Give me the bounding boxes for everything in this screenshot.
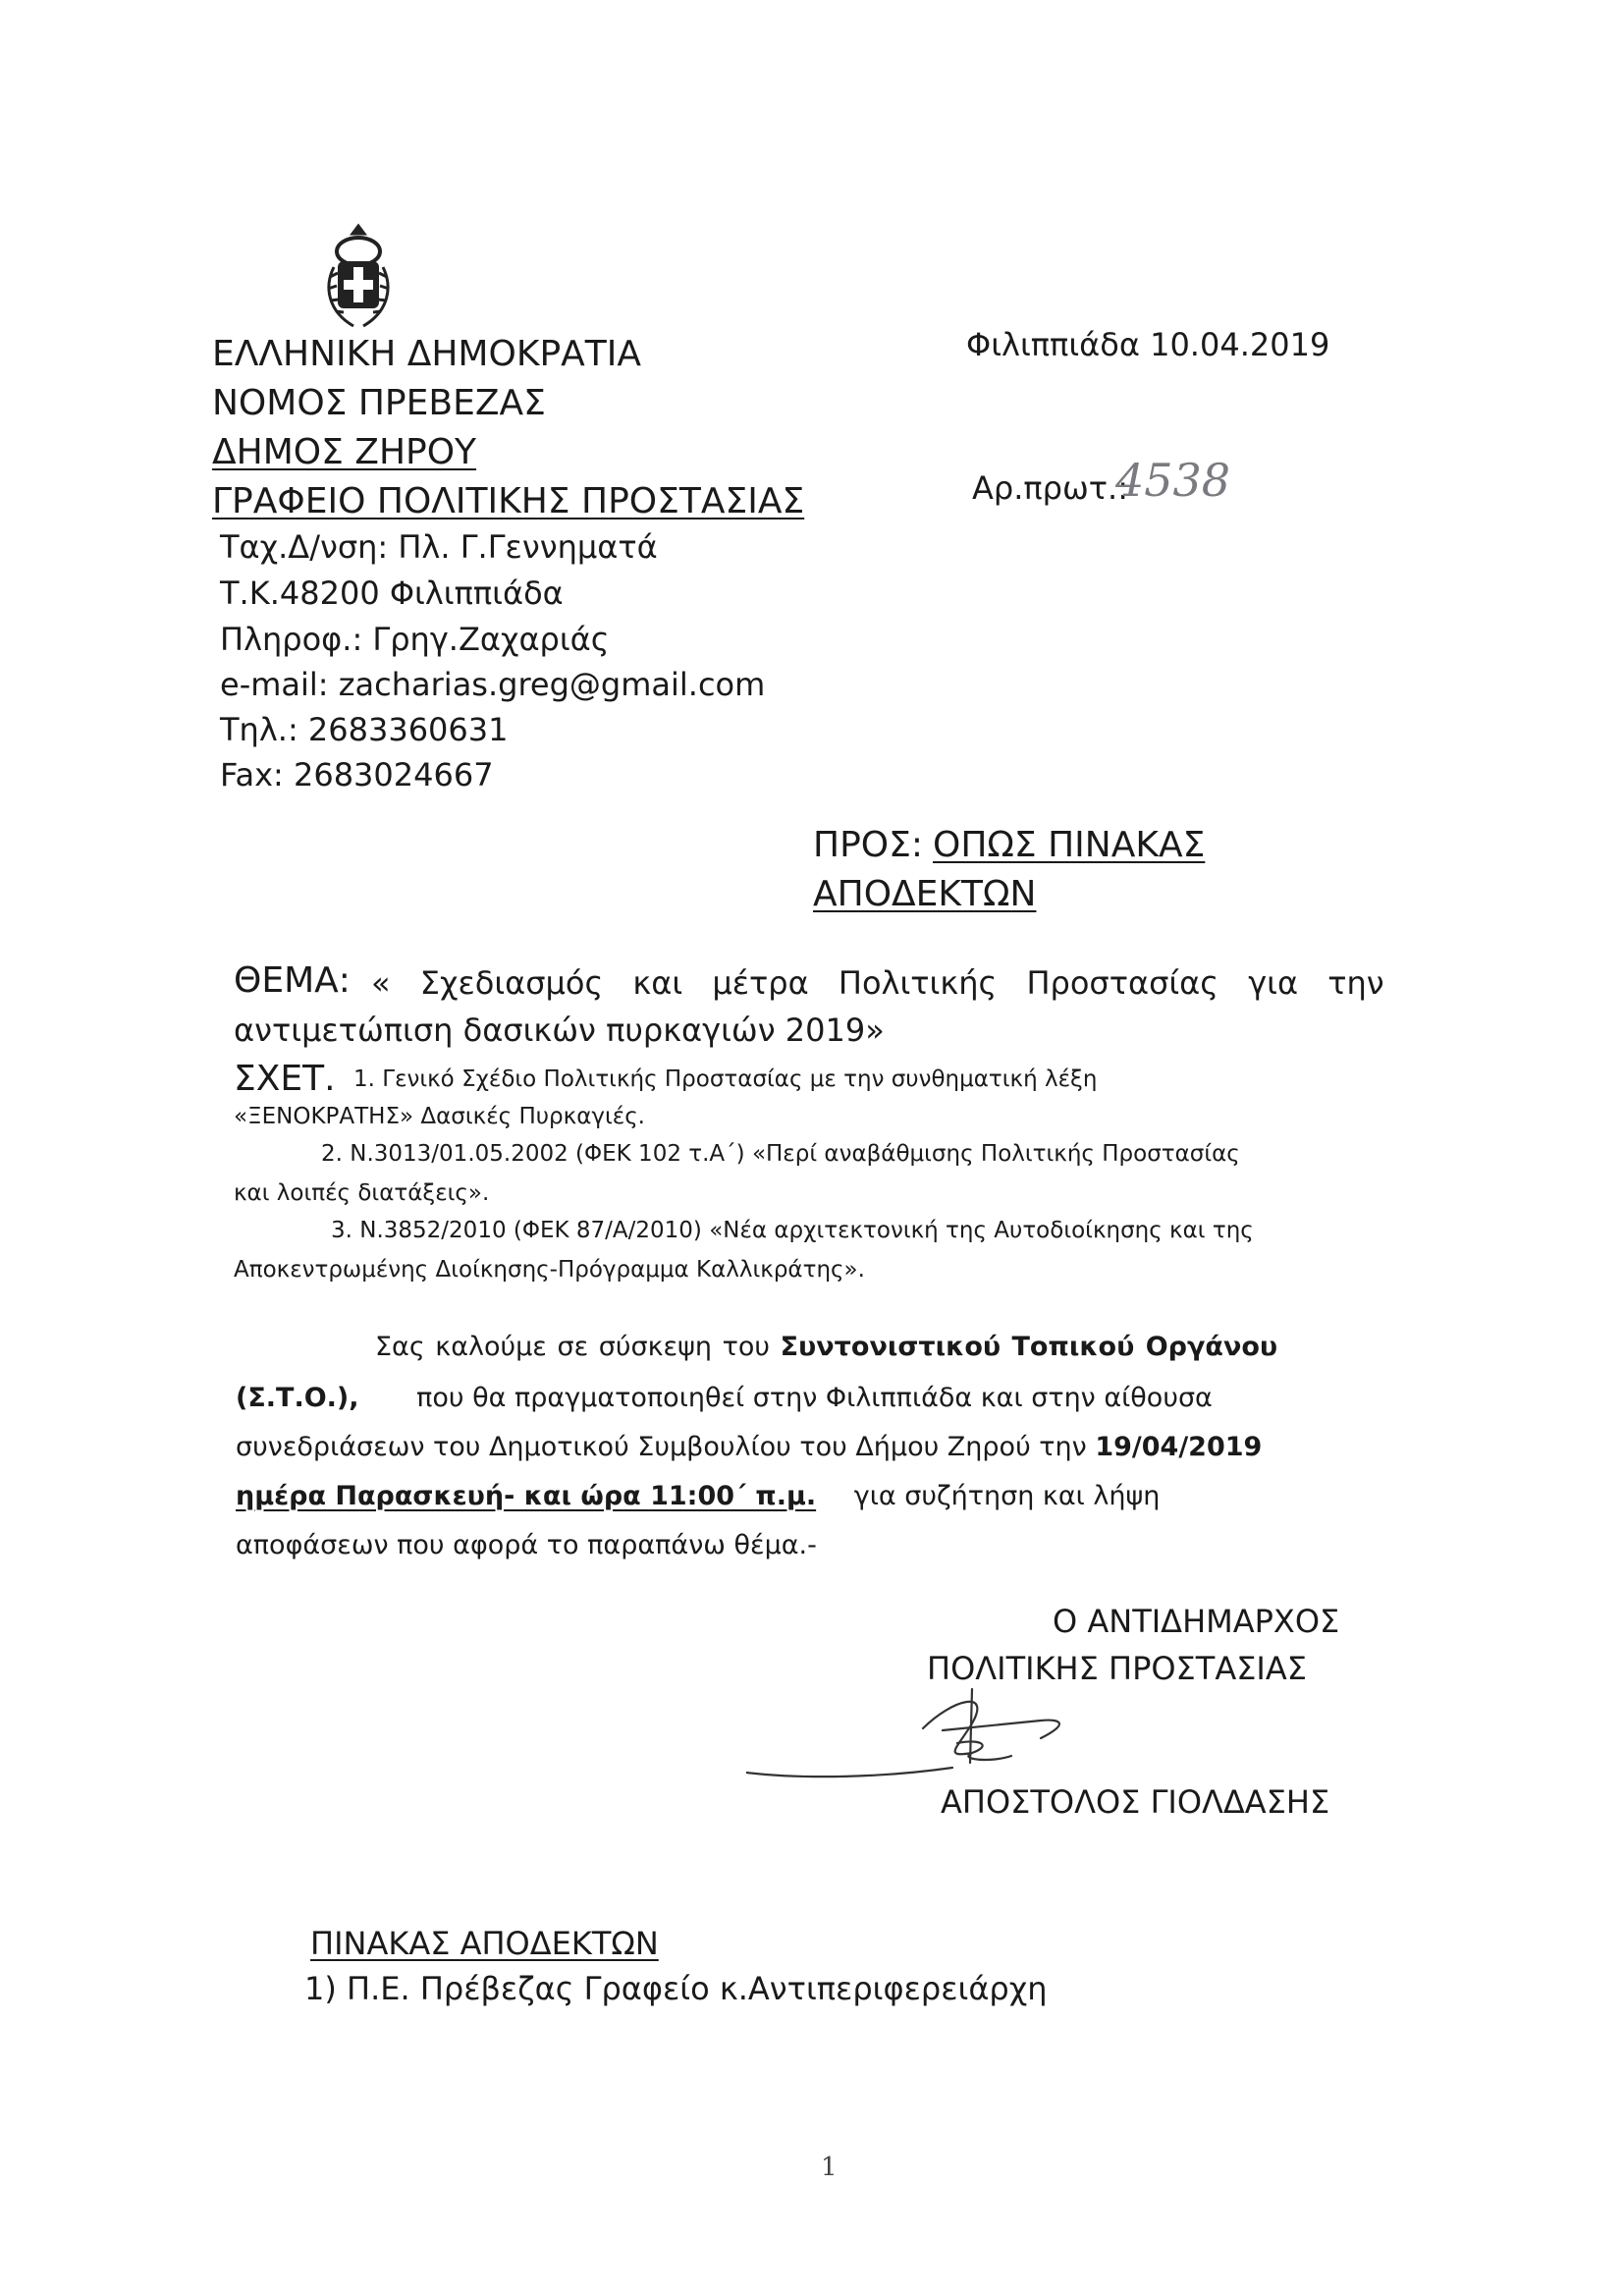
body-line-1-text: Σας καλούμε σε σύσκεψη του bbox=[375, 1332, 781, 1362]
reference-1-line-2: «ΞΕΝΟΚΡΑΤΗΣ» Δασικές Πυρκαγιές. bbox=[234, 1104, 645, 1129]
sender-municipality: ΔΗΜΟΣ ΖΗΡΟΥ bbox=[212, 432, 477, 472]
body-organ-name: Συντονιστικού Τοπικού Οργάνου bbox=[780, 1332, 1278, 1362]
sender-country: ΕΛΛΗΝΙΚΗ ΔΗΜΟΚΡΑΤΙΑ bbox=[212, 334, 642, 374]
body-line-2-text: που θα πραγματοποιηθεί στην Φιλιππιάδα και στην αίθουσα bbox=[416, 1383, 1213, 1413]
reference-2-line-1: 2. Ν.3013/01.05.2002 (ΦΕΚ 102 τ.Α΄) «Περί αναβάθμισης Πολιτικής Προστασίας bbox=[321, 1141, 1240, 1167]
sender-prefecture: ΝΟΜΟΣ ΠΡΕΒΕΖΑΣ bbox=[212, 383, 546, 423]
subject-label: ΘΕΜΑ: bbox=[234, 960, 351, 1001]
signatory-name: ΑΠΟΣΤΟΛΟΣ ΓΙΟΛΔΑΣΗΣ bbox=[941, 1783, 1330, 1821]
protocol-number-handwritten: 4538 bbox=[1115, 454, 1231, 507]
recipient-line-1: ΟΠΩΣ ΠΙΝΑΚΑΣ bbox=[933, 825, 1206, 865]
body-meeting-date: 19/04/2019 bbox=[1095, 1432, 1263, 1462]
handwritten-signature bbox=[746, 1669, 1119, 1787]
distribution-heading: ΠΙΝΑΚΑΣ ΑΠΟΔΕΚΤΩΝ bbox=[310, 1925, 659, 1962]
body-line-4 bbox=[236, 1481, 1160, 1511]
body-line-5: αποφάσεων που αφορά το παραπάνω θέμα.- bbox=[236, 1530, 817, 1560]
sender-address: Ταχ.Δ/νση: Πλ. Γ.Γεννηματά bbox=[220, 528, 658, 566]
body-line-3 bbox=[236, 1432, 1262, 1462]
sender-contact-person: Πληροφ.: Γρηγ.Ζαχαριάς bbox=[220, 621, 610, 658]
body-line-1 bbox=[375, 1332, 1277, 1362]
subject-line-1: « Σχεδιασμός και μέτρα Πολιτικής Προστασίας για την bbox=[371, 964, 1384, 1002]
page-number: 1 bbox=[821, 2153, 838, 2182]
subject-line-2: αντιμετώπιση δασικών πυρκαγιών 2019» bbox=[234, 1011, 885, 1049]
place-and-date: Φιλιππιάδα 10.04.2019 bbox=[966, 326, 1330, 363]
reference-2-line-2: και λοιπές διατάξεις». bbox=[234, 1180, 490, 1206]
body-line-2 bbox=[236, 1383, 1213, 1413]
reference-3-line-1: 3. Ν.3852/2010 (ΦΕΚ 87/Α/2010) «Νέα αρχιτεκτονική της Αυτοδιοίκησης και της bbox=[331, 1218, 1254, 1243]
greek-coat-of-arms-icon bbox=[314, 218, 403, 336]
sender-postal-code: Τ.Κ.48200 Φιλιππιάδα bbox=[220, 574, 564, 612]
signatory-title-2: ΠΟΛΙΤΙΚΗΣ ΠΡΟΣΤΑΣΙΑΣ bbox=[927, 1650, 1307, 1687]
sender-phone: Τηλ.: 2683360631 bbox=[220, 711, 509, 748]
reference-1-line-1: 1. Γενικό Σχέδιο Πολιτικής Προστασίας με την συνθηματική λέξη bbox=[353, 1066, 1098, 1092]
body-meeting-day-time: ημέρα Παρασκευή- και ώρα 11:00΄ π.μ. bbox=[236, 1481, 817, 1511]
signatory-title-1: Ο ΑΝΤΙΔΗΜΑΡΧΟΣ bbox=[1053, 1603, 1340, 1640]
references-label: ΣΧΕΤ. bbox=[234, 1059, 336, 1099]
body-line-3-text: συνεδριάσεων του Δημοτικού Συμβουλίου του Δήμου Ζηρού την bbox=[236, 1432, 1096, 1462]
recipient-label: ΠΡΟΣ: bbox=[813, 825, 923, 865]
protocol-label: Αρ.πρωτ.: bbox=[972, 469, 1128, 507]
reference-3-line-2: Αποκεντρωμένης Διοίκησης-Πρόγραμμα Καλλικράτης». bbox=[234, 1257, 865, 1283]
body-organ-abbreviation: (Σ.Τ.Ο.), bbox=[236, 1383, 359, 1413]
recipient-line-2: ΑΠΟΔΕΚΤΩΝ bbox=[813, 874, 1037, 914]
sender-office: ΓΡΑΦΕΙΟ ΠΟΛΙΤΙΚΗΣ ΠΡΟΣΤΑΣΙΑΣ bbox=[212, 481, 805, 521]
body-line-4-text: για συζήτηση και λήψη bbox=[853, 1481, 1161, 1511]
sender-fax: Fax: 2683024667 bbox=[220, 756, 494, 793]
sender-email: e-mail: zacharias.greg@gmail.com bbox=[220, 666, 766, 703]
distribution-item-1: 1) Π.Ε. Πρέβεζας Γραφείο κ.Αντιπεριφερειάρχη bbox=[304, 1970, 1048, 2007]
